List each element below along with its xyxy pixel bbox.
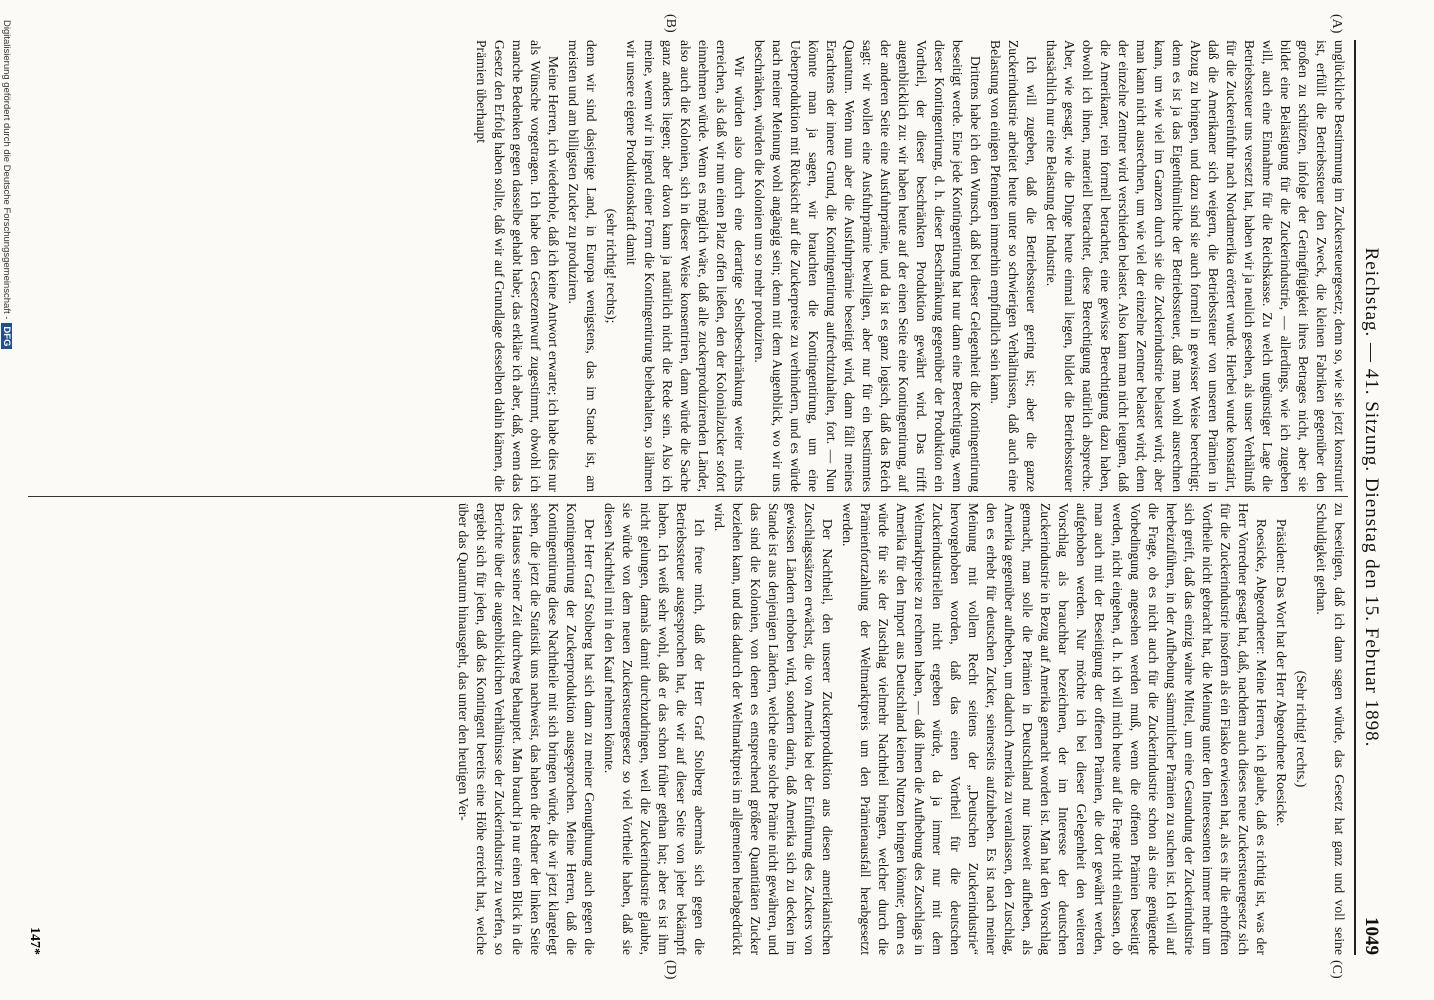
- paragraph: unglückliche Bestimmung im Zuckersteuergesetz; denn so, wie sie jetzt konstruirt ist, erfüllt die Betriebssteuer den Zweck, die kleinen Fabriken gegenüber den großen zu schützen, infolge der Geringfügigkeit ihres Betrages nicht, aber sie bildet eine Belästigung für die Zuckerindustrie, — allerdings, wie ich zugeben will, auch eine Einnahme für die Reichskasse. Zu welch ungünstiger Lage die Betriebssteuer uns versetzt hat, haben wir ja neulich gesehen, als unser Verhältniß für die Zuckereinfuhr nach Nordamerika erörtert wurde. Hierbei wurde konstatirt, daß die Amerikaner sich weigern, die Betriebssteuer von unseren Prämien in Abzug zu bringen, und dazu sind sie auch formell in gewisser Weise berechtigt; denn es ist ja das Eigenthümliche der Betriebssteuer, daß man wohl ausrechnen kann, um wie viel im Ganzen durch sie die Zuckerindustrie belastet wird; aber man kann nicht ausrechnen, um wie viel der einzelne Zentner belastet wird; denn der einzelne Zentner wird verschieden belastet. Also kann man nicht leugnen, daß die Amerikaner, rein formell betrachtet, eine gewisse Berechtigung dazu haben, obwohl ich ihnen, materiell betrachtet, diese Berechtigung natürlich abspreche. Aber, wie gesagt, wie die Dinge heute einmal liegen, bildet die Betriebssteuer thatsächlich nur eine Belastung der Industrie.: [1044, 40, 1347, 492]
- credit-text: Digitalisierung gefördert durch die Deutsche Forschungsgemeinschaft -: [1, 20, 12, 320]
- paragraph: denn wir sind dasjenige Land, in Europa wenigstens, das im Stande ist, am meisten und am billigsten Zucker zu produziren.: [566, 40, 599, 492]
- interjection: (Sehr richtig! rechts.): [1294, 670, 1309, 788]
- margin-marker-c: (C): [1329, 960, 1344, 979]
- paragraph: Ich will zugeben, daß die Betriebssteuer gering ist; aber die ganze Zuckerindustrie arbeitet heute unter so schwierigen Verhältnissen, daß auch eine Belastung von einigen Pfennigen immerhin empfindlich sein kann.: [988, 40, 1039, 492]
- margin-marker-a: (A): [1329, 14, 1344, 34]
- margin-marker-d: (D): [663, 960, 678, 980]
- paragraph: Roesicke, Abgeordneter: Meine Herren, ich glaube, daß es richtig ist, was der Herr Vorredner gesagt hat, daß, nachdem auch dieses neue Zuckersteuergesetz sich für die Zuckerindustrie insofern als ein Fiasko erwiesen hat, als es ihr die erhofften Vortheile nicht gebracht hat, die Meinung unter den Interessenten immer mehr um sich greift, daß das einzig wahre Mittel, um eine Gesundung der Zuckerindustrie herbeizuführen, in der Aufhebung sämmtlicher Prämien zu suchen ist. Ich will auf die Frage, ob es nicht auch für die Zuckerindustrie schon als eine genügende Vorbedingung angesehen werden muß, wenn die offenen Prämien beseitigt werden, nicht eingehen, d. h. ich will mich heute auf die Frage nicht einlassen, ob man auch mit der Beseitigung der offenen Prämien, die dort gewährt werden, aufgehoben werden. Nur möchte ich bei dieser Gelegenheit den weiteren Vorschlag als brauchbar bezeichnen, der im Interesse der deutschen Zuckerindustrie in Bezug auf Amerika gemacht worden ist. Man hat den Vorschlag gemacht, man solle die Prämien in Deutschland nur insoweit aufheben, als Amerika gegenüber aufheben, um dadurch Amerika zu veranlassen, den Zuschlag, den es erhebt für deutschen Zucker, seinerseits aufzuheben. Es ist nach meiner Meinung mit vollem Recht seitens der „Deutschen Zuckerindustrie“ hervorgehoben worden, daß das einen Vortheil für die deutschen Zuckerindustriellen nicht ergeben würde, da ja immer nur mit dem Weltmarktpreise zu rechnen haben, — daß ihnen die Aufhebung des Zuschlags in Amerika für den Import aus Deutschland keinen Nutzen bringen könnte; denn es würde für sie der Zuschlag vielmehr Nachtheil bringen, welcher durch die Prämienfortzahlung der Weltmarktpreis um den Prämienausfall herabgesetzt werden.: [840, 503, 1269, 955]
- speaker-intro: Präsident: Das Wort hat der Herr Abgeordnete Roesicke.: [1274, 519, 1289, 827]
- paragraph: Ich freue mich, daß der Herr Graf Stolberg abermals sich gegen die Betriebssteuer ausgesprochen hat, die wir auf dieser Seite von jeher bekämpft haben. Ich weiß sehr wohl, daß er das schon früher gethan hat; aber es ist ihm nicht gelungen, damals damit durchzudringen, weil die Zuckerindustrie glaubte, sie würde von dem neuen Zuckersteuergesetz so viel Vortheile haben, daß sie diesen Nachtheil mit in den Kauf nehmen könnte.: [602, 503, 707, 955]
- paragraph: Drittens habe ich den Wunsch, daß bei dieser Gelegenheit die Kontingentirung beseitigt werde. Eine jede Kontingentirung hat nur dann eine Berechtigung, wenn dieser Kontingentirung, d. h. dieser Beschränkung gegenüber der Produktion ein Vortheil, der dieser beschränkten Produktion gewährt wird. Das trifft augenblicklich zu: wir haben heute auf der einen Seite eine Kontingentirung, auf der anderen Seite eine Ausfuhrprämie, und da ist es ganz logisch, daß das Reich sagt: wir wollen eine Ausfuhrprämie bewilligen, aber nur für ein bestimmtes Quantum. Wenn nun aber die Ausfuhrprämie beseitigt wird, dann fällt meines Erachtens der innere Grund, die Kontingentirung aufrechtzuhalten, fort. — Nun könnte man ja sagen, wir brauchten die Kontingentirung, um eine Ueberproduktion mit Rücksicht auf die Zuckerpreise zu verhindern, und es würde nach meiner Meinung wohl angängig sein; denn mit dem Augenblick, wo wir uns beschränken, würden die Kolonien um so mehr produziren.: [752, 40, 983, 492]
- left-column: [18, 40, 1348, 492]
- page-title: Reichstag. — 41. Sitzung. Dienstag den 15. Februar 1898.: [1361, 247, 1382, 748]
- paragraph: Meine Herren, ich wiederhole, daß ich keine Antwort erwarte; ich habe dies nur als Wünsche vorgetragen. Ich habe den Gesetzentwurf zugestimmt, obwohl ich manche Bedenken gegen dasselbe gehabt habe; das erkläre ich aber, daß, wenn das Gesetz den Erfolg haben sollte, daß wir auf Grundlage desselben dahin kämen, die Prämien überhaupt: [474, 40, 561, 492]
- digitization-credit: [0, 20, 12, 980]
- margin-marker-b: (B): [663, 14, 678, 33]
- page-number: 1049: [1361, 917, 1382, 955]
- page-header: [1354, 40, 1384, 955]
- paragraph: Der Nachtheil, den unserer Zuckerproduktion aus diesen amerikanischen Zuschlagssätzen erwächst, die von Amerika bei der Einführung des Zuckers von gewissen Ländern erhoben wird, sondern darin, daß Amerika sich zu decken im Stande ist aus denjenigen Ländern, welche eine solche Prämie nicht gewähren, und das sind die Kolonien, von denen es entsprechend größere Quantitäten Zucker beziehen kann, und das dadurch der Weltmarktpreis im allgemeinen herabgedrückt wird.: [712, 503, 835, 955]
- paragraph: Der Herr Graf Stolberg hat sich dann zu meiner Genugthuung auch gegen die Kontingentirung der Zuckerproduktion ausgesprochen. Meine Herren, daß die Kontingentirung diese Nachtheile mit sich bringen würde, die wir jetzt klargelegt sehen, die jetzt die Statistik uns nachweist, das haben die Redner der linken Seite des Hauses seiner Zeit durchweg behauptet. Man braucht ja nur einen Blick in die Berichte über die augenblicklichen Verhältnisse der Zuckerindustrie zu werfen, so ergiebt sich für jeden, daß das Kontingent bereits eine Höhe erreicht hat, welche über das Quantum hinausgeht, das unter den heutigen Ver-: [456, 503, 597, 955]
- paragraph: Wir würden also durch eine derartige Selbstbeschränkung weiter nichts erreichen, als daß wir nun einen Platz offen ließen, den der Kolonialzucker sofort einnehmen würde. Wenn es möglich wäre, daß alle zuckerproduzirenden Länder, also auch die Kolonien, sich in dieser Weise konsentriren, dann würde die Sache ganz anders liegen; aber davon kann ja natürlich nicht die Rede sein. Also ich meine, wenn wir in irgend einer Form die Kontingentirung beibehalten, so lähmen wir unsere eigene Produktionskraft damit: [624, 40, 747, 492]
- paragraph: zu beseitigen, daß ich dann sagen würde, das Gesetz hat ganz und voll seine Schuldigkeit gethan.: [1314, 503, 1347, 955]
- signature-mark: 147*: [27, 927, 42, 955]
- column-divider: [28, 496, 1348, 497]
- right-column: [18, 503, 1348, 955]
- interjection: (sehr richtig! rechts);: [604, 208, 619, 324]
- dfg-logo: DFG: [1, 323, 12, 349]
